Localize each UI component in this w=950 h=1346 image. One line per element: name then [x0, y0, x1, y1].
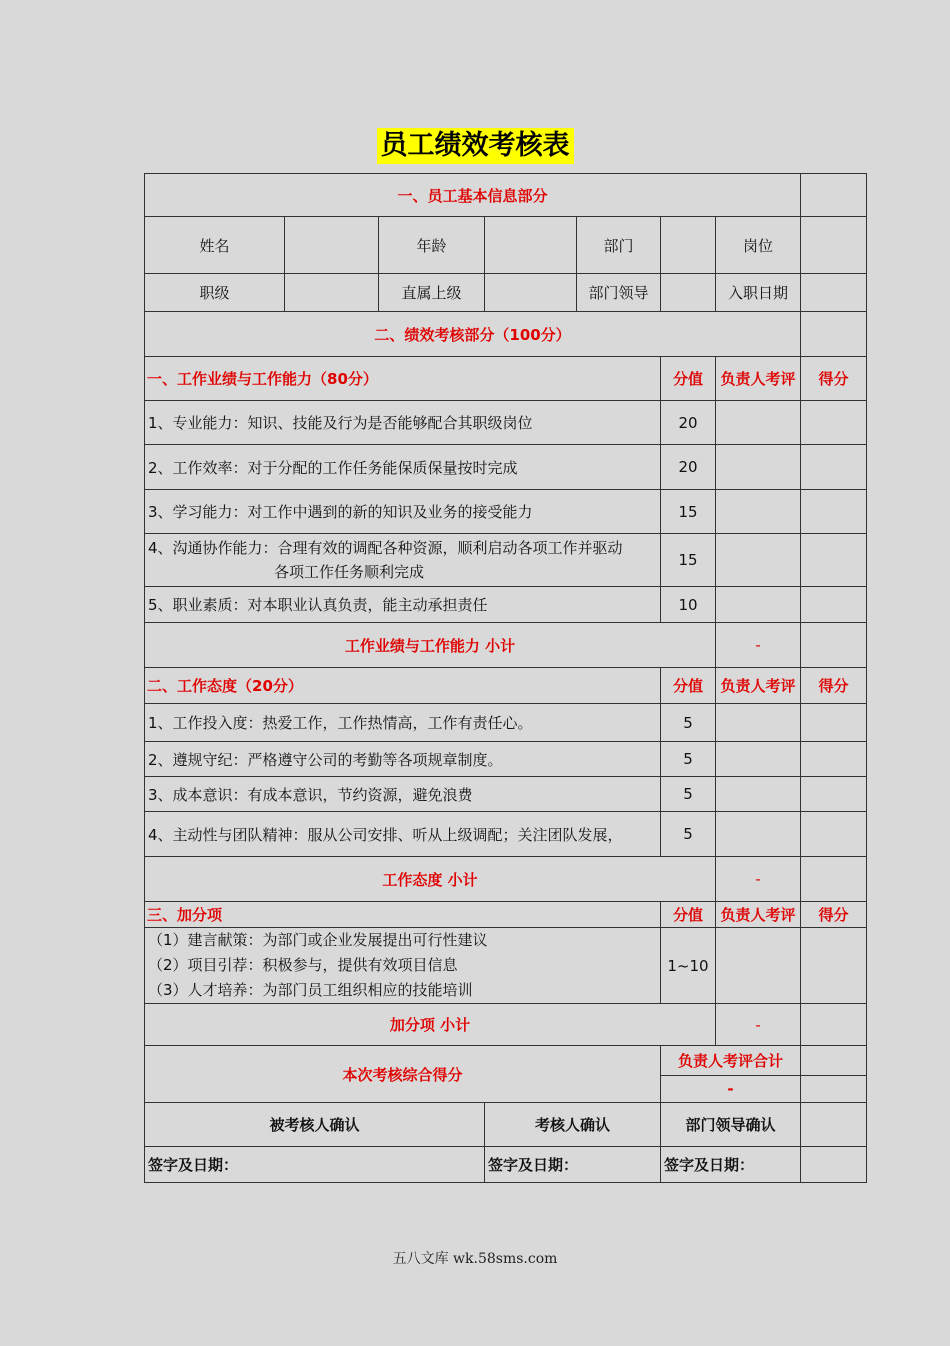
- item-text-line-1: 4、沟通协作能力：合理有效的调配各种资源，顺利启动各项工作并驱动: [148, 539, 623, 557]
- item-score: 20: [661, 445, 716, 490]
- basic-info-row-1: [145, 217, 867, 274]
- part2-header-row: [145, 668, 867, 704]
- item-score: 15: [661, 490, 716, 534]
- col-review-header: 负责人考评: [716, 357, 801, 401]
- part2-subtotal-value: -: [716, 857, 801, 902]
- item-got[interactable]: [801, 401, 867, 445]
- value-department[interactable]: [661, 217, 716, 274]
- item-got[interactable]: [801, 777, 867, 812]
- table-row: [145, 401, 867, 445]
- item-score: 5: [661, 704, 716, 742]
- blank-cell: [801, 312, 867, 357]
- label-rank: 职级: [145, 274, 285, 312]
- bonus-score: 1~10: [661, 928, 716, 1004]
- table-row: [145, 445, 867, 490]
- blank-cell: [801, 857, 867, 902]
- label-name: 姓名: [145, 217, 285, 274]
- item-score: 15: [661, 534, 716, 587]
- item-text: 2、遵规守纪：严格遵守公司的考勤等各项规章制度。: [145, 742, 661, 777]
- total-row-top: [145, 1046, 867, 1076]
- item-review[interactable]: [716, 587, 801, 623]
- list-item: （2）项目引荐：积极参与，提供有效项目信息: [148, 956, 458, 974]
- value-rank[interactable]: [285, 274, 379, 312]
- bonus-items: [145, 928, 661, 1004]
- basic-info-header-row: [145, 174, 867, 217]
- col-review-header: 负责人考评: [716, 902, 801, 928]
- confirm-employee: 被考核人确认: [145, 1103, 485, 1147]
- confirm-header-row: [145, 1103, 867, 1147]
- label-supervisor: 直属上级: [379, 274, 485, 312]
- item-got[interactable]: [801, 587, 867, 623]
- item-got[interactable]: [801, 812, 867, 857]
- list-item: （3）人才培养：为部门员工组织相应的技能培训: [148, 981, 473, 999]
- part3-subtotal-label: 加分项 小计: [145, 1004, 716, 1046]
- total-value: -: [661, 1076, 801, 1103]
- col-got-header: 得分: [801, 902, 867, 928]
- item-got[interactable]: [801, 490, 867, 534]
- blank-cell: [801, 1147, 867, 1183]
- col-score-header: 分值: [661, 902, 716, 928]
- part1-header: 一、工作业绩与工作能力（80分）: [145, 357, 661, 401]
- item-review[interactable]: [716, 742, 801, 777]
- item-review[interactable]: [716, 401, 801, 445]
- bonus-got[interactable]: [801, 928, 867, 1004]
- part2-header: 二、工作态度（20分）: [145, 668, 661, 704]
- item-review[interactable]: [716, 445, 801, 490]
- footer-watermark: 五八文库 wk.58sms.com: [392, 1251, 558, 1267]
- basic-info-row-2: [145, 274, 867, 312]
- col-got-header: 得分: [801, 668, 867, 704]
- item-text: 3、成本意识：有成本意识，节约资源，避免浪费: [145, 777, 661, 812]
- confirm-assessor: 考核人确认: [485, 1103, 661, 1147]
- value-age[interactable]: [485, 217, 577, 274]
- table-row: [145, 812, 867, 857]
- table-row: [145, 777, 867, 812]
- item-review[interactable]: [716, 490, 801, 534]
- label-position: 岗位: [716, 217, 801, 274]
- sign-leader[interactable]: 签字及日期：: [661, 1147, 801, 1183]
- part3-subtotal-value: -: [716, 1004, 801, 1046]
- table-row: [145, 534, 867, 587]
- table-row: [145, 704, 867, 742]
- part1-subtotal-row: [145, 623, 867, 668]
- appraisal-table: [144, 173, 867, 1183]
- table-row: [145, 587, 867, 623]
- item-text: [145, 534, 661, 587]
- sign-assessor[interactable]: 签字及日期：: [485, 1147, 661, 1183]
- label-hire-date: 入职日期: [716, 274, 801, 312]
- item-text: 1、工作投入度：热爱工作，工作热情高，工作有责任心。: [145, 704, 661, 742]
- label-department: 部门: [577, 217, 661, 274]
- blank-cell: [801, 1004, 867, 1046]
- item-score: 20: [661, 401, 716, 445]
- confirm-leader: 部门领导确认: [661, 1103, 801, 1147]
- label-dept-leader: 部门领导: [577, 274, 661, 312]
- table-row: [145, 742, 867, 777]
- item-text: 4、主动性与团队精神：服从公司安排、听从上级调配；关注团队发展，: [145, 812, 661, 857]
- item-review[interactable]: [716, 534, 801, 587]
- col-score-header: 分值: [661, 668, 716, 704]
- part3-subtotal-row: [145, 1004, 867, 1046]
- sign-row: [145, 1147, 867, 1183]
- blank-cell: [801, 1076, 867, 1103]
- item-text: 2、工作效率：对于分配的工作任务能保质保量按时完成: [145, 445, 661, 490]
- value-supervisor[interactable]: [485, 274, 577, 312]
- value-hire-date[interactable]: [801, 274, 867, 312]
- blank-cell: [801, 1046, 867, 1076]
- value-dept-leader[interactable]: [661, 274, 716, 312]
- appraisal-header: 二、绩效考核部分（100分）: [145, 312, 801, 357]
- item-text: 5、职业素质：对本职业认真负责，能主动承担责任: [145, 587, 661, 623]
- item-review[interactable]: [716, 812, 801, 857]
- item-got[interactable]: [801, 534, 867, 587]
- page-title: 员工绩效考核表: [377, 128, 574, 164]
- part2-subtotal-label: 工作态度 小计: [145, 857, 716, 902]
- appraisal-header-row: [145, 312, 867, 357]
- table-row: [145, 490, 867, 534]
- bonus-items-row: [145, 928, 867, 1004]
- col-score-header: 分值: [661, 357, 716, 401]
- part1-subtotal-label: 工作业绩与工作能力 小计: [145, 623, 716, 668]
- item-got[interactable]: [801, 704, 867, 742]
- item-review[interactable]: [716, 704, 801, 742]
- total-label: 本次考核综合得分: [145, 1046, 661, 1103]
- part1-header-row: [145, 357, 867, 401]
- bonus-review[interactable]: [716, 928, 801, 1004]
- col-review-header: 负责人考评: [716, 668, 801, 704]
- item-text-line-2: 各项工作任务顺利完成: [274, 563, 425, 581]
- part1-subtotal-value: -: [716, 623, 801, 668]
- item-score: 5: [661, 777, 716, 812]
- item-got[interactable]: [801, 742, 867, 777]
- blank-cell: [801, 623, 867, 668]
- list-item: （1）建言献策：为部门或企业发展提出可行性建议: [148, 931, 488, 949]
- item-score: 5: [661, 742, 716, 777]
- part3-header-row: [145, 902, 867, 928]
- item-review[interactable]: [716, 777, 801, 812]
- blank-cell: [801, 174, 867, 217]
- value-name[interactable]: [285, 217, 379, 274]
- part3-header: 三、加分项: [145, 902, 661, 928]
- title-wrap: [0, 128, 950, 164]
- item-text: 3、学习能力：对工作中遇到的新的知识及业务的接受能力: [145, 490, 661, 534]
- item-score: 5: [661, 812, 716, 857]
- col-got-header: 得分: [801, 357, 867, 401]
- basic-info-header: 一、员工基本信息部分: [145, 174, 801, 217]
- part2-subtotal-row: [145, 857, 867, 902]
- blank-cell: [801, 1103, 867, 1147]
- item-text: 1、专业能力：知识、技能及行为是否能够配合其职级岗位: [145, 401, 661, 445]
- label-age: 年龄: [379, 217, 485, 274]
- item-got[interactable]: [801, 445, 867, 490]
- value-position[interactable]: [801, 217, 867, 274]
- item-score: 10: [661, 587, 716, 623]
- total-review-label: 负责人考评合计: [661, 1046, 801, 1076]
- sign-employee[interactable]: 签字及日期：: [145, 1147, 485, 1183]
